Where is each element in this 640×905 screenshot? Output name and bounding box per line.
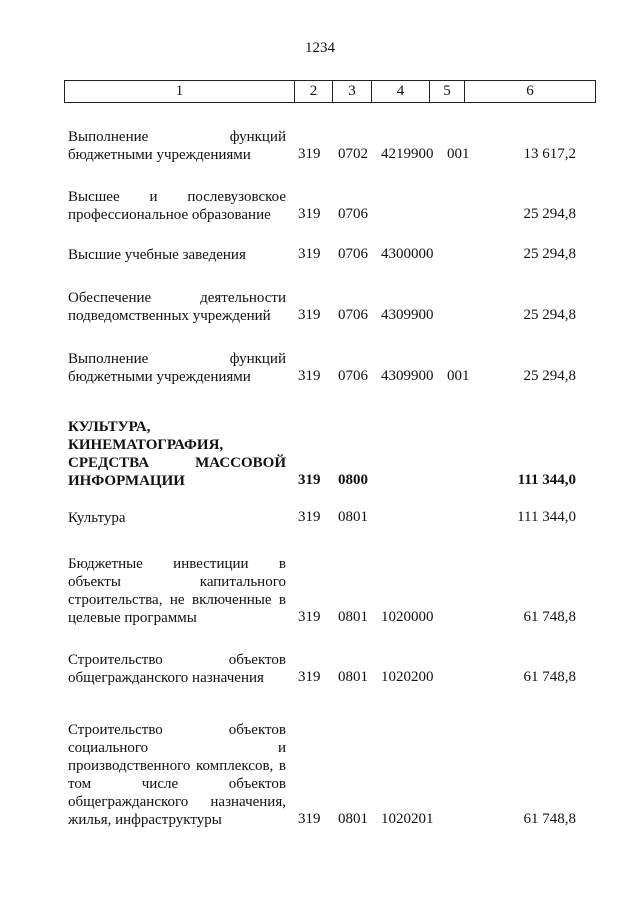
cell-c3: 0801 xyxy=(338,509,368,525)
row-name: Культура xyxy=(68,510,126,526)
cell-c6: 111 344,0 xyxy=(517,509,576,525)
table-header xyxy=(64,80,596,103)
header-col-1: 1 xyxy=(65,81,295,102)
header-col-4: 4 xyxy=(372,81,430,102)
cell-c2: 319 xyxy=(298,146,321,162)
row-name: Строительство объектов социального и производственного комплексов, в том числе объектов общегражданского назначения, жилья, инфраструктуры xyxy=(68,722,286,828)
cell-c2: 319 xyxy=(298,206,321,222)
row-name: Строительство объектов общегражданского назначения xyxy=(68,652,286,686)
cell-c3: 0706 xyxy=(338,368,368,384)
cell-c3: 0706 xyxy=(338,246,368,262)
cell-c6: 111 344,0 xyxy=(517,472,576,488)
cell-c6: 25 294,8 xyxy=(523,246,576,262)
cell-c3: 0801 xyxy=(338,811,368,827)
cell-c4: 4300000 xyxy=(381,246,434,262)
header-col-3: 3 xyxy=(333,81,372,102)
cell-c3: 0706 xyxy=(338,307,368,323)
cell-c4: 1020200 xyxy=(381,669,434,685)
cell-c6: 13 617,2 xyxy=(523,146,576,162)
row-name: Выполнение функций бюджетными учреждениями xyxy=(68,129,286,163)
cell-c3: 0702 xyxy=(338,146,368,162)
cell-c4: 4309900 xyxy=(381,307,434,323)
cell-c2: 319 xyxy=(298,669,321,685)
cell-c2: 319 xyxy=(298,368,321,384)
row-name: Высшие учебные заведения xyxy=(68,247,246,263)
cell-c6: 25 294,8 xyxy=(523,368,576,384)
cell-c2: 319 xyxy=(298,246,321,262)
cell-c2: 319 xyxy=(298,609,321,625)
header-col-6: 6 xyxy=(526,83,534,99)
cell-c6: 61 748,8 xyxy=(523,669,576,685)
cell-c3: 0801 xyxy=(338,609,368,625)
cell-c3: 0800 xyxy=(338,472,368,488)
header-col-2: 2 xyxy=(295,81,333,102)
cell-c4: 4309900 xyxy=(381,368,434,384)
cell-c5: 001 xyxy=(447,146,470,162)
cell-c6: 61 748,8 xyxy=(523,609,576,625)
cell-c3: 0801 xyxy=(338,669,368,685)
row-name: Бюджетные инвестиции в объекты капитального строительства, не включенные в целевые программы xyxy=(68,556,286,626)
cell-c4: 1020000 xyxy=(381,609,434,625)
cell-c6: 61 748,8 xyxy=(523,811,576,827)
cell-c3: 0706 xyxy=(338,206,368,222)
cell-c2: 319 xyxy=(298,509,321,525)
row-name: Высшее и послевузовское профессиональное образование xyxy=(68,189,286,223)
cell-c6: 25 294,8 xyxy=(523,307,576,323)
cell-c2: 319 xyxy=(298,472,321,488)
cell-c4: 4219900 xyxy=(381,146,434,162)
cell-c2: 319 xyxy=(298,307,321,323)
cell-c5: 001 xyxy=(447,368,470,384)
cell-c6: 25 294,8 xyxy=(523,206,576,222)
cell-c4: 1020201 xyxy=(381,811,434,827)
header-col-5: 5 xyxy=(430,81,465,102)
cell-c2: 319 xyxy=(298,811,321,827)
row-name: КУЛЬТУРА, КИНЕМАТОГРАФИЯ, СРЕДСТВА МАССОВОЙ ИНФОРМАЦИИ xyxy=(68,419,286,489)
row-name: Выполнение функций бюджетными учреждениями xyxy=(68,351,286,385)
row-name: Обеспечение деятельности подведомственных учреждений xyxy=(68,290,286,324)
page-number: 1234 xyxy=(305,40,335,56)
